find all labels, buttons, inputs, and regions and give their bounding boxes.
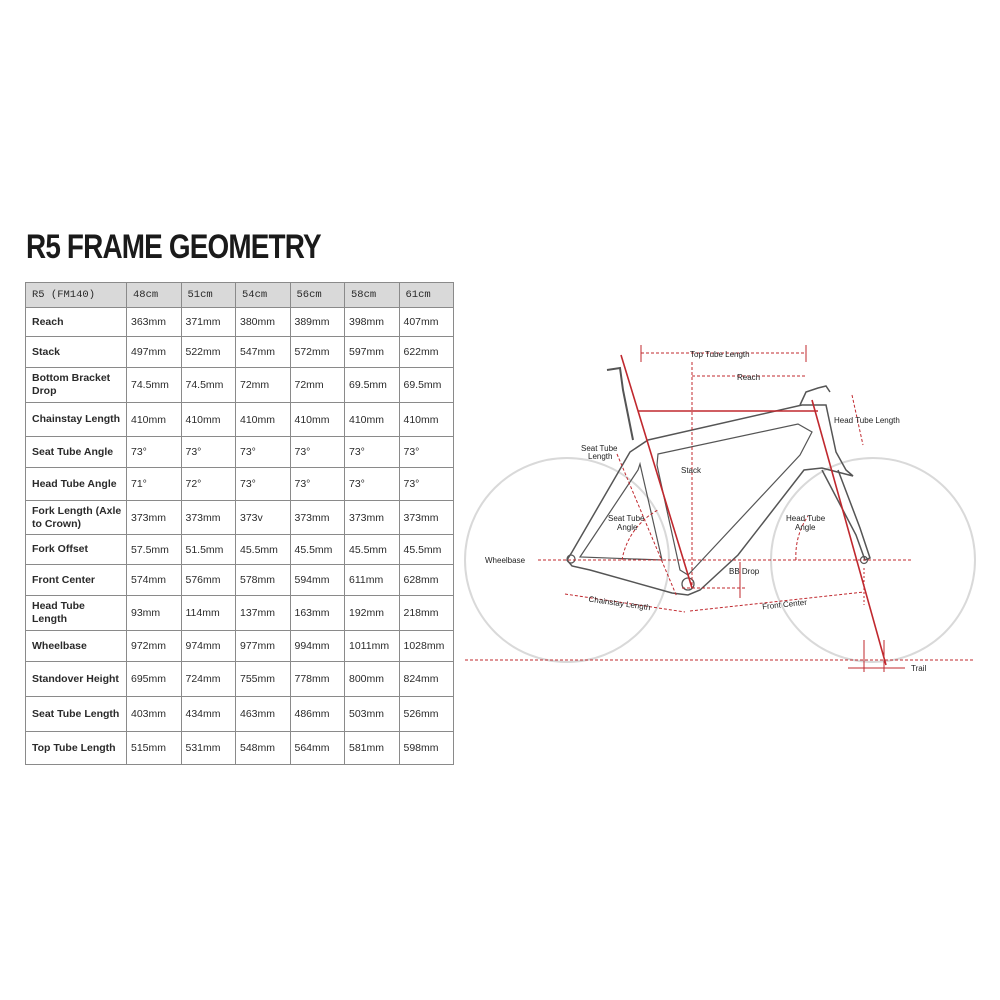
table-cell: 622mm (399, 337, 454, 368)
header-size-51: 51cm (181, 283, 236, 308)
header-size-48: 48cm (127, 283, 182, 308)
table-cell: 522mm (181, 337, 236, 368)
table-cell: 73° (236, 437, 291, 468)
row-label: Seat Tube Length (26, 697, 127, 732)
table-cell: 69.5mm (345, 368, 400, 403)
diagram-labels (485, 350, 926, 673)
row-label: Seat Tube Angle (26, 437, 127, 468)
wheelbase-label: Wheelbase (485, 556, 526, 565)
row-label: Chainstay Length (26, 403, 127, 437)
bb-drop-label: BB Drop (729, 567, 760, 576)
row-label: Head Tube Angle (26, 468, 127, 501)
row-label: Front Center (26, 565, 127, 596)
table-cell: 463mm (236, 697, 291, 732)
table-cell: 572mm (290, 337, 345, 368)
table-cell: 73° (290, 468, 345, 501)
table-cell: 410mm (290, 403, 345, 437)
trail-label: Trail (911, 664, 927, 673)
header-size-61: 61cm (399, 283, 454, 308)
table-cell: 410mm (399, 403, 454, 437)
head-tube-angle-label-2: Angle (795, 523, 816, 532)
top-tube-length-label: Top Tube Length (690, 350, 750, 359)
dimension-lines (465, 345, 975, 672)
table-cell: 45.5mm (345, 535, 400, 565)
seat-tube-length-label-2: Length (588, 452, 613, 461)
stack-label: Stack (681, 466, 702, 475)
row-label: Bottom Bracket Drop (26, 368, 127, 403)
table-cell: 597mm (345, 337, 400, 368)
table-cell: 574mm (127, 565, 182, 596)
table-cell: 73° (345, 468, 400, 501)
table-cell: 576mm (181, 565, 236, 596)
table-cell: 497mm (127, 337, 182, 368)
table-cell: 45.5mm (290, 535, 345, 565)
table-cell: 72° (181, 468, 236, 501)
table-cell: 594mm (290, 565, 345, 596)
row-label: Stack (26, 337, 127, 368)
table-cell: 373mm (181, 501, 236, 535)
table-cell: 695mm (127, 662, 182, 697)
table-cell: 45.5mm (399, 535, 454, 565)
header-size-54: 54cm (236, 283, 291, 308)
table-cell: 74.5mm (181, 368, 236, 403)
table-cell: 410mm (181, 403, 236, 437)
stem-and-bars (800, 386, 830, 405)
table-cell: 71° (127, 468, 182, 501)
table-cell: 373v (236, 501, 291, 535)
head-tube-length-label: Head Tube Length (834, 416, 900, 425)
table-cell: 526mm (399, 697, 454, 732)
row-label: Reach (26, 308, 127, 337)
table-cell: 755mm (236, 662, 291, 697)
table-cell: 371mm (181, 308, 236, 337)
table-cell: 548mm (236, 732, 291, 765)
table-cell: 628mm (399, 565, 454, 596)
table-cell: 410mm (236, 403, 291, 437)
header-size-58: 58cm (345, 283, 400, 308)
table-cell: 994mm (290, 631, 345, 662)
table-cell: 407mm (399, 308, 454, 337)
table-cell: 778mm (290, 662, 345, 697)
table-cell: 515mm (127, 732, 182, 765)
table-cell: 73° (345, 437, 400, 468)
table-cell: 73° (236, 468, 291, 501)
table-cell: 800mm (345, 662, 400, 697)
table-cell: 398mm (345, 308, 400, 337)
table-cell: 73° (181, 437, 236, 468)
reach-label: Reach (737, 373, 761, 382)
head-tube-angle-label-1: Head Tube (786, 514, 826, 523)
front-center-label: Front Center (761, 597, 808, 612)
table-cell: 598mm (399, 732, 454, 765)
table-cell: 373mm (399, 501, 454, 535)
frame-outline (567, 405, 853, 595)
table-cell: 1028mm (399, 631, 454, 662)
table-cell: 69.5mm (399, 368, 454, 403)
seat-tube-length-label-1: Seat Tube (581, 444, 618, 453)
chainstay-length-label: Chainstay Length (588, 594, 651, 613)
table-cell: 578mm (236, 565, 291, 596)
table-cell: 137mm (236, 596, 291, 631)
table-cell: 410mm (127, 403, 182, 437)
table-cell: 73° (399, 468, 454, 501)
table-cell: 1011mm (345, 631, 400, 662)
table-cell: 373mm (290, 501, 345, 535)
table-cell: 410mm (345, 403, 400, 437)
table-cell: 373mm (345, 501, 400, 535)
header-size-56: 56cm (290, 283, 345, 308)
bike-frame (567, 368, 870, 595)
table-cell: 72mm (290, 368, 345, 403)
table-cell: 163mm (290, 596, 345, 631)
table-cell: 192mm (345, 596, 400, 631)
row-label: Fork Length (Axle to Crown) (26, 501, 127, 535)
seat-tube-angle-label-2: Angle (617, 523, 638, 532)
table-cell: 972mm (127, 631, 182, 662)
seat-tube-angle-label-1: Seat Tube (608, 514, 645, 523)
row-label: Head Tube Length (26, 596, 127, 631)
table-cell: 114mm (181, 596, 236, 631)
table-cell: 724mm (181, 662, 236, 697)
row-label: Top Tube Length (26, 732, 127, 765)
table-cell: 45.5mm (236, 535, 291, 565)
table-cell: 218mm (399, 596, 454, 631)
fork (822, 470, 870, 560)
table-cell: 434mm (181, 697, 236, 732)
front-triangle-inner (657, 424, 812, 575)
table-cell: 403mm (127, 697, 182, 732)
table-cell: 72mm (236, 368, 291, 403)
table-cell: 581mm (345, 732, 400, 765)
table-cell: 73° (127, 437, 182, 468)
table-cell: 51.5mm (181, 535, 236, 565)
table-cell: 389mm (290, 308, 345, 337)
table-cell: 373mm (127, 501, 182, 535)
table-cell: 974mm (181, 631, 236, 662)
table-cell: 824mm (399, 662, 454, 697)
table-cell: 73° (399, 437, 454, 468)
row-label: Wheelbase (26, 631, 127, 662)
row-label: Standover Height (26, 662, 127, 697)
head-tube-axis (812, 400, 886, 665)
table-cell: 503mm (345, 697, 400, 732)
table-cell: 57.5mm (127, 535, 182, 565)
table-cell: 380mm (236, 308, 291, 337)
rear-triangle-inner (580, 464, 662, 560)
table-cell: 977mm (236, 631, 291, 662)
table-cell: 547mm (236, 337, 291, 368)
table-cell: 93mm (127, 596, 182, 631)
header-model: R5 (FM140) (26, 283, 127, 308)
table-cell: 74.5mm (127, 368, 182, 403)
seatpost (607, 368, 633, 440)
table-cell: 73° (290, 437, 345, 468)
table-cell: 486mm (290, 697, 345, 732)
table-cell: 611mm (345, 565, 400, 596)
table-cell: 564mm (290, 732, 345, 765)
page-title: R5 FRAME GEOMETRY (26, 228, 321, 266)
row-label: Fork Offset (26, 535, 127, 565)
table-cell: 363mm (127, 308, 182, 337)
table-cell: 531mm (181, 732, 236, 765)
